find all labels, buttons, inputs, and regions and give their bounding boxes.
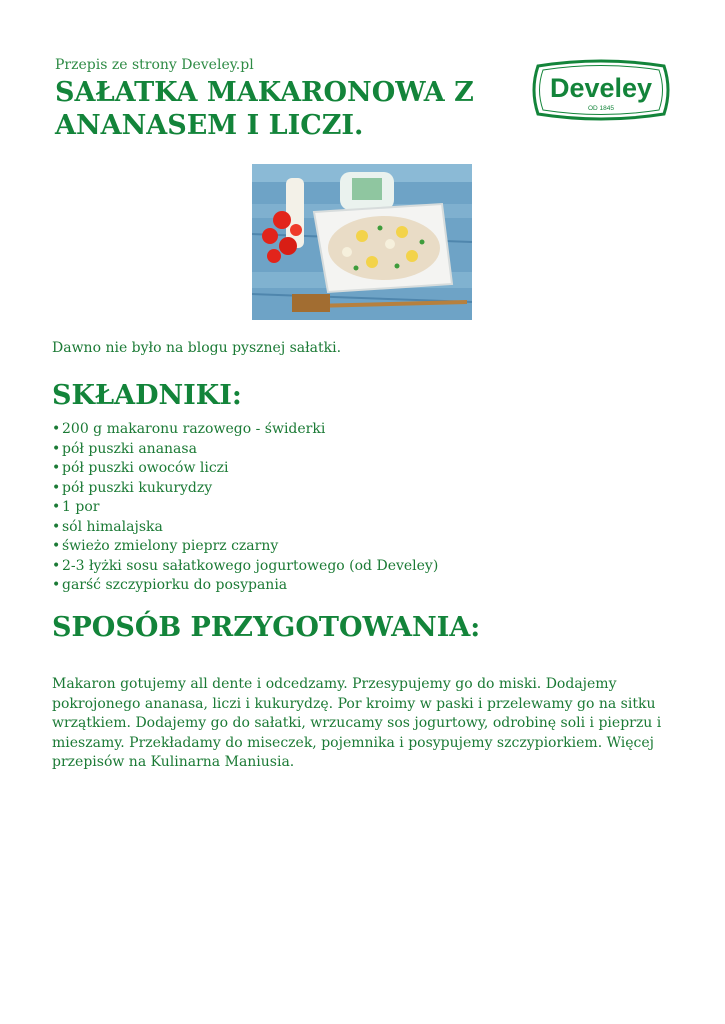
ingredients-list bbox=[52, 420, 438, 596]
list-item bbox=[52, 576, 438, 596]
bullet-icon: • bbox=[52, 499, 61, 515]
intro-text: Dawno nie było na blogu pysznej sałatki. bbox=[52, 340, 342, 356]
bullet-icon: • bbox=[52, 557, 61, 574]
preparation-text: Makaron gotujemy all dente i odcedzamy. Przesypujemy go do miski. Dodajemy pokrojonego ananasa, liczi i kukurydzę. Por kroimy w paski i przelewamy go na sitku wrzątkiem. Dodajemy go do sałatki, wrzucamy sos jogurtowy, odrobinę soli i pieprzu i mieszamy. Przekładamy do miseczek, pojemnika i posypujemy szczypiorkiem. Więcej przepisów na Kulinarna Maniusia. bbox=[52, 676, 662, 770]
ingredient-text: garść szczypiorku do posypania bbox=[62, 577, 288, 593]
source-line: Przepis ze strony Develey.pl bbox=[55, 57, 254, 73]
ingredient-text: 2-3 łyżki sosu sałatkowego jogurtowego (od Develey) bbox=[62, 557, 439, 574]
list-item bbox=[52, 459, 438, 479]
ingredient-text: sól himalajska bbox=[62, 518, 163, 535]
preparation-heading: SPOSÓB PRZYGOTOWANIA: bbox=[52, 612, 481, 643]
list-item bbox=[52, 518, 438, 538]
list-item bbox=[52, 498, 438, 518]
ingredients-heading: SKŁADNIKI: bbox=[52, 380, 242, 411]
list-item bbox=[52, 537, 438, 557]
ingredient-text: świeżo zmielony pieprz czarny bbox=[62, 538, 279, 554]
bullet-icon: • bbox=[52, 577, 61, 593]
bullet-icon: • bbox=[52, 518, 61, 535]
ingredient-text: pół puszki ananasa bbox=[62, 440, 197, 457]
logo-tagline: OD 1845 bbox=[587, 105, 615, 112]
list-item bbox=[52, 440, 438, 460]
ingredient-text: 1 por bbox=[62, 499, 100, 515]
ingredient-text: pół puszki owoców liczi bbox=[62, 460, 229, 476]
bullet-icon: • bbox=[52, 421, 61, 437]
ingredient-text: pół puszki kukurydzy bbox=[62, 479, 213, 496]
logo-brand: Develey bbox=[549, 73, 653, 103]
bullet-icon: • bbox=[52, 460, 61, 476]
list-item bbox=[52, 420, 438, 440]
salad-photo bbox=[252, 164, 472, 320]
ingredient-text: 200 g makaronu razowego - świderki bbox=[62, 421, 326, 437]
page-title: SAŁATKA MAKARONOWA Z ANANASEM I LICZI. bbox=[55, 77, 474, 141]
develey-logo[interactable] bbox=[532, 58, 670, 122]
list-item bbox=[52, 557, 438, 577]
bullet-icon: • bbox=[52, 479, 61, 496]
bullet-icon: • bbox=[52, 538, 61, 554]
list-item bbox=[52, 479, 438, 499]
bullet-icon: • bbox=[52, 440, 61, 457]
